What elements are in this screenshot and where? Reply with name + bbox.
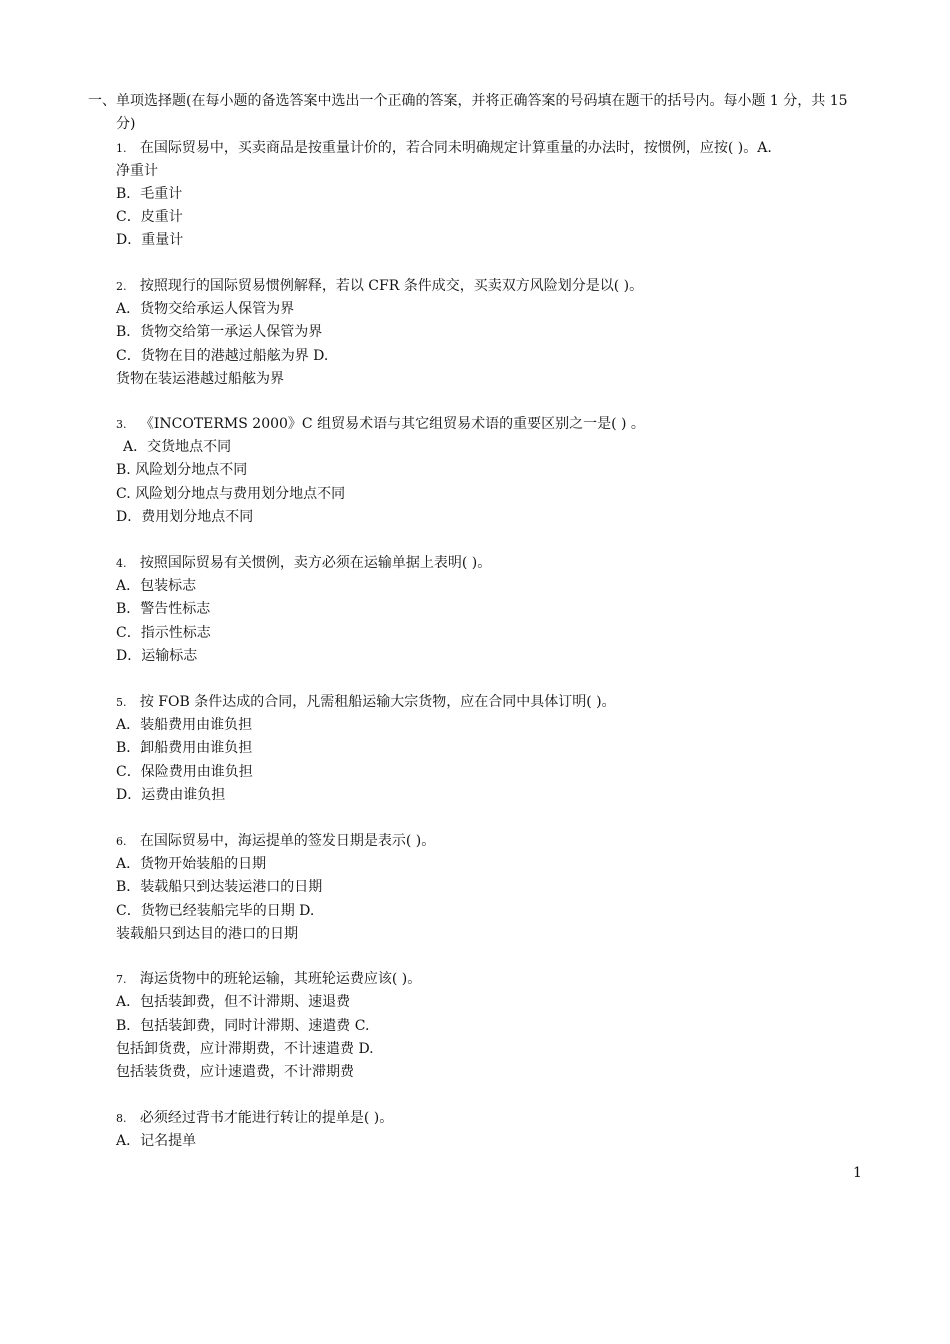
question-7 bbox=[116, 970, 421, 989]
option-b: B．卸船费用由谁负担 bbox=[116, 740, 253, 756]
section-heading-continued: 分) bbox=[116, 116, 136, 132]
option-a: A．包括装卸费，但不计滞期、速退费 bbox=[116, 994, 351, 1010]
question-6 bbox=[116, 832, 435, 851]
option-a: A．货物交给承运人保管为界 bbox=[116, 301, 295, 317]
question-5 bbox=[116, 693, 616, 712]
question-stem: 海运货物中的班轮运输，其班轮运费应该( )。 bbox=[139, 971, 422, 987]
option-a: A．记名提单 bbox=[116, 1133, 197, 1149]
option-d: D．运费由谁负担 bbox=[116, 787, 226, 803]
question-stem: 《INCOTERMS 2000》C 组贸易术语与其它组贸易术语的重要区别之一是( ) 。 bbox=[139, 416, 645, 432]
question-8 bbox=[116, 1109, 393, 1128]
question-number: 2. bbox=[116, 280, 127, 293]
question-number: 8. bbox=[116, 1112, 127, 1125]
question-line: 货物在装运港越过船舷为界 bbox=[116, 371, 284, 387]
option-b: B．毛重计 bbox=[116, 186, 183, 202]
question-number: 5. bbox=[116, 696, 127, 709]
question-stem: 必须经过背书才能进行转让的提单是( )。 bbox=[139, 1110, 394, 1126]
option-a: A．交货地点不同 bbox=[123, 439, 232, 455]
option-d: D．运输标志 bbox=[116, 648, 198, 664]
page-number: 1 bbox=[853, 1165, 862, 1181]
option-d: D．费用划分地点不同 bbox=[116, 509, 254, 525]
option-c: C．保险费用由谁负担 bbox=[116, 764, 253, 780]
question-stem: 按照国际贸易有关惯例，卖方必须在运输单据上表明( )。 bbox=[139, 555, 492, 571]
option-c: C．皮重计 bbox=[116, 209, 183, 225]
option-b: B. 风险划分地点不同 bbox=[116, 462, 248, 478]
question-stem: 按照现行的国际贸易惯例解释，若以 CFR 条件成交，买卖双方风险划分是以( )。 bbox=[139, 278, 644, 294]
question-line: 包括卸货费，应计滞期费，不计速遣费 D. bbox=[116, 1041, 374, 1057]
question-number: 4. bbox=[116, 557, 127, 570]
question-number: 6. bbox=[116, 835, 127, 848]
question-number: 7. bbox=[116, 973, 127, 986]
question-2 bbox=[116, 277, 643, 296]
question-number: 1. bbox=[116, 142, 127, 155]
section-heading: 一、单项选择题(在每小题的备选答案中选出一个正确的答案，并将正确答案的号码填在题干的括号内。每小题 1 分，共 15 bbox=[88, 93, 848, 109]
option-b: B．警告性标志 bbox=[116, 601, 211, 617]
question-line: 净重计 bbox=[116, 163, 158, 179]
question-1 bbox=[116, 139, 772, 158]
question-line: 装载船只到达目的港口的日期 bbox=[116, 926, 298, 942]
question-stem: 在国际贸易中，买卖商品是按重量计价的，若合同未明确规定计算重量的办法时，按惯例，应按( )。A. bbox=[139, 140, 772, 156]
option-a: A．包装标志 bbox=[116, 578, 197, 594]
question-4 bbox=[116, 554, 491, 573]
option-b: B．装载船只到达装运港口的日期 bbox=[116, 879, 323, 895]
option-c: C. 风险划分地点与费用划分地点不同 bbox=[116, 486, 346, 502]
option-a: A．装船费用由谁负担 bbox=[116, 717, 253, 733]
option-c: C．货物已经装船完毕的日期 D. bbox=[116, 903, 315, 919]
question-stem: 按 FOB 条件达成的合同，凡需租船运输大宗货物，应在合同中具体订明( )。 bbox=[139, 694, 616, 710]
option-c: C．指示性标志 bbox=[116, 625, 211, 641]
question-number: 3. bbox=[116, 418, 127, 431]
question-stem: 在国际贸易中，海运提单的签发日期是表示( )。 bbox=[139, 833, 436, 849]
option-b: B．货物交给第一承运人保管为界 bbox=[116, 324, 323, 340]
option-d: D．重量计 bbox=[116, 232, 184, 248]
option-c: C．货物在目的港越过船舷为界 D. bbox=[116, 348, 329, 364]
option-b: B．包括装卸费，同时计滞期、速遣费 C. bbox=[116, 1018, 370, 1034]
question-3 bbox=[116, 415, 645, 434]
question-line: 包括装货费，应计速遣费，不计滞期费 bbox=[116, 1064, 354, 1080]
option-a: A．货物开始装船的日期 bbox=[116, 856, 267, 872]
